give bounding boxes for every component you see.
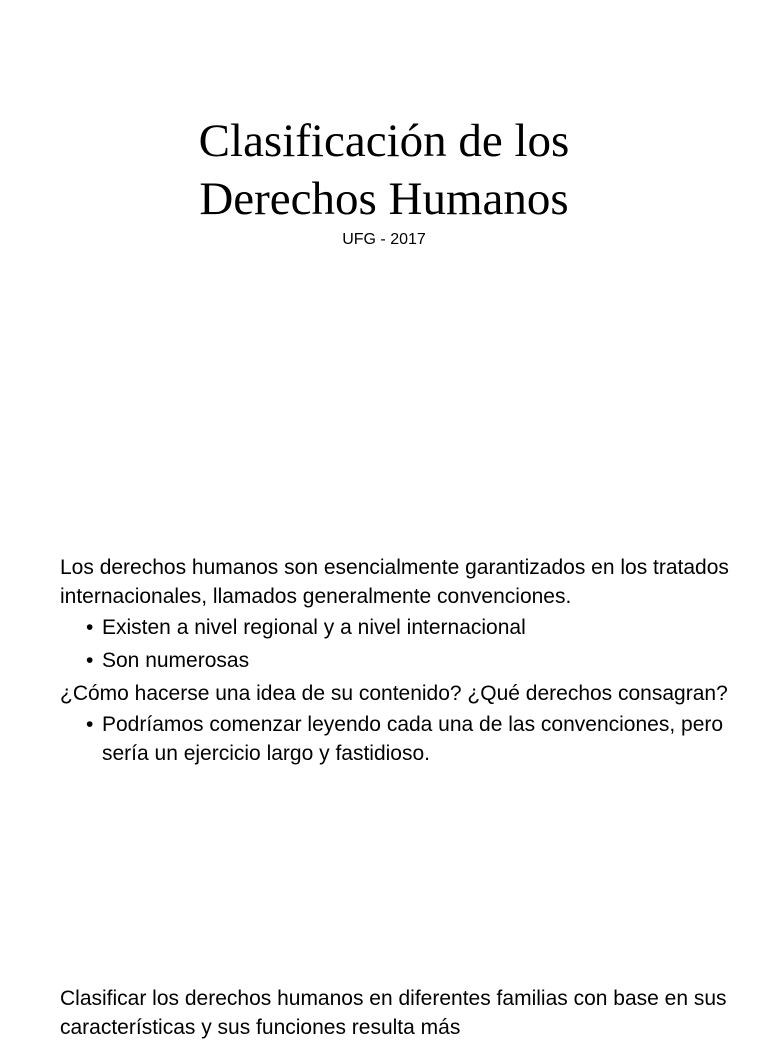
slide-subtitle: UFG - 2017 xyxy=(342,231,426,248)
content-slide xyxy=(60,553,740,772)
list-item-text: Podríamos comenzar leyendo cada una de las convenciones, pero sería un ejercicio largo y fastidioso. xyxy=(102,713,724,765)
bullet-icon: • xyxy=(86,616,94,639)
next-slide-paragraph: Clasificar los derechos humanos en diferentes familias con base en sus características y sus funciones resulta más xyxy=(60,987,727,1039)
title-slide xyxy=(0,0,768,300)
question-paragraph: ¿Cómo hacerse una idea de su contenido? ¿Qué derechos consagran? xyxy=(60,682,728,705)
list-item xyxy=(86,646,740,675)
slide-title xyxy=(0,112,768,228)
list-item xyxy=(86,710,740,768)
list-item xyxy=(86,613,740,642)
list-item-text: Son numerosas xyxy=(102,649,250,672)
bullet-icon: • xyxy=(86,713,94,736)
bullet-list-2 xyxy=(60,710,740,768)
bullet-icon: • xyxy=(86,649,94,672)
bullet-list-1 xyxy=(60,613,740,675)
slide-title-line-1: Clasificación de los xyxy=(198,115,570,167)
slide-title-line-2: Derechos Humanos xyxy=(199,173,569,225)
intro-paragraph: Los derechos humanos son esencialmente garantizados en los tratados internacionales, llamados generalmente convenciones. xyxy=(60,556,729,608)
list-item-text: Existen a nivel regional y a nivel internacional xyxy=(102,616,526,639)
